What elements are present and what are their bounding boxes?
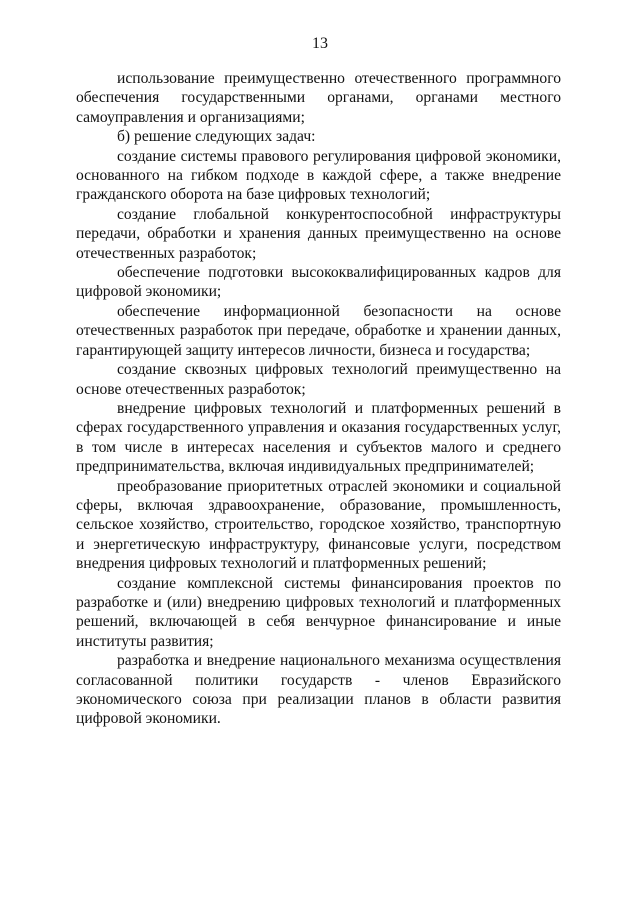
paragraph: б) решение следующих задач: [117, 128, 316, 146]
paragraph: внедрение цифровых технологий и платформенных решений в сферах государственного управления и оказания государственных услуг, в том числе в интересах населения и субъектов малого и среднего предпринимательства, включая индивидуальных предпринимателей; [76, 399, 561, 476]
paragraph: создание сквозных цифровых технологий преимущественно на основе отечественных разработок; [76, 361, 561, 398]
paragraph: создание системы правового регулирования цифровой экономики, основанного на гибком подходе в каждой сфере, а также внедрение гражданского оборота на базе цифровых технологий; [76, 147, 561, 204]
paragraph: обеспечение информационной безопасности на основе отечественных разработок при передаче, обработке и хранении данных, гарантирующей защиту интересов личности, бизнеса и государства; [76, 302, 561, 359]
document-body [76, 69, 561, 729]
paragraph: создание глобальной конкурентоспособной инфраструктуры передачи, обработки и хранения данных преимущественно на основе отечественных разработок; [76, 205, 561, 262]
paragraph: преобразование приоритетных отраслей экономики и социальной сферы, включая здравоохранение, образование, промышленность, сельское хозяйство, строительство, городское хозяйство, транспортную и энергетическую инфраструктуру, финансовые услуги, посредством внедрения цифровых технологий и платформенных решений; [76, 477, 561, 573]
paragraph: создание комплексной системы финансирования проектов по разработке и (или) внедрению цифровых технологий и платформенных решений, включающей в себя венчурное финансирование и иные институты развития; [76, 574, 561, 650]
paragraph: обеспечение подготовки высококвалифицированных кадров для цифровой экономики; [76, 264, 561, 301]
page-number: 13 [312, 35, 328, 52]
paragraph: разработка и внедрение национального механизма осуществления согласованной политики государств - членов Евразийского экономического союза при реализации планов в области развития цифровой экономики. [76, 652, 561, 728]
paragraph: использование преимущественно отечественного программного обеспечения государственными органами, органами местного самоуправления и организациями; [76, 70, 561, 126]
